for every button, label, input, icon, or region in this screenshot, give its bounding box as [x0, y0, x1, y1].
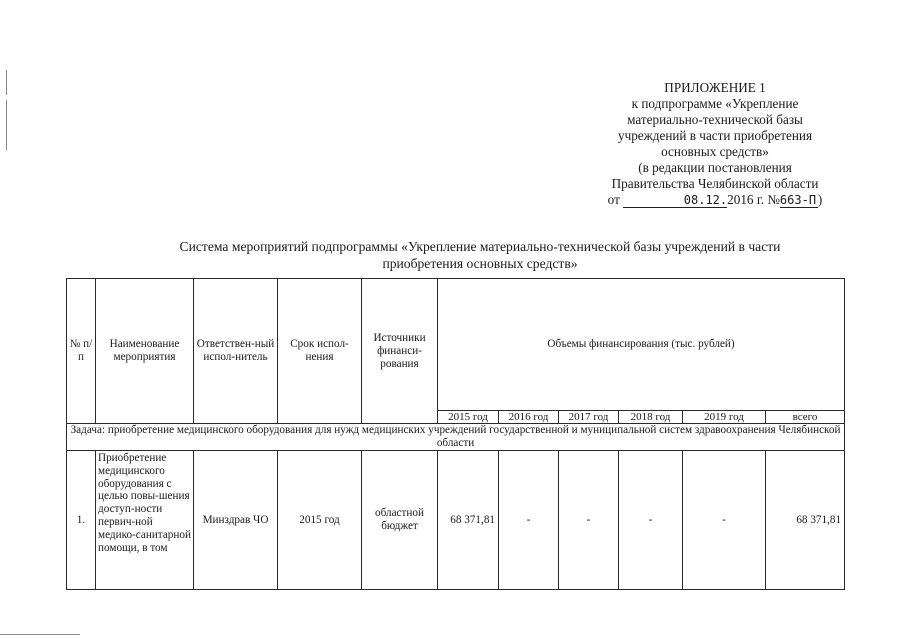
date-prefix: от: [607, 192, 620, 207]
row-num: 1.: [67, 451, 96, 590]
row-total: 68 371,81: [766, 451, 845, 590]
year-2015: 2015 год: [438, 411, 499, 424]
document-title: [100, 238, 860, 272]
row-term: 2015 год: [278, 451, 362, 590]
appendix-line: к подпрограмме «Укрепление: [631, 96, 799, 111]
measures-table: [66, 278, 845, 590]
year-2018: 2018 год: [619, 411, 683, 424]
year-2017: 2017 год: [559, 411, 619, 424]
row-2018: -: [619, 451, 683, 590]
scan-bottom-line: [0, 634, 80, 635]
appendix-block: [580, 80, 850, 208]
scan-margin-line: [6, 70, 7, 95]
row-2015: 68 371,81: [438, 451, 499, 590]
decree-number: 663-П: [779, 193, 817, 207]
header-term: Срок испол-нения: [278, 279, 362, 424]
task-cell: Задача: приобретение медицинского оборудования для нужд медицинских учреждений государственной и муниципальной систем здравоохранения Челябинской области: [67, 424, 845, 451]
row-2016: -: [499, 451, 559, 590]
appendix-date-line: [580, 192, 850, 208]
row-name: Приобретение медицинского оборудования с целью повы-шения доступ-ности первич-ной медико-санитарной помощи, в том: [96, 451, 194, 590]
appendix-line: учреждений в части приобретения: [617, 128, 813, 143]
appendix-line: материально-технической базы: [627, 112, 803, 127]
table-row: [67, 451, 845, 590]
table-header-row: [67, 279, 845, 411]
header-name: Наименование мероприятия: [96, 279, 194, 424]
header-num: № п/п: [67, 279, 96, 424]
appendix-line: (в редакции постановления: [638, 160, 792, 175]
row-2019: -: [683, 451, 766, 590]
appendix-line: основных средств»: [661, 144, 769, 159]
year-2019: 2019 год: [683, 411, 766, 424]
year-2016: 2016 год: [499, 411, 559, 424]
date-suffix: 2016 г. №: [727, 192, 780, 207]
appendix-line: Правительства Челябинской области: [611, 176, 819, 191]
document-title-line: приобретения основных средств»: [382, 256, 578, 271]
header-responsible: Ответствен-ный испол-нитель: [194, 279, 278, 424]
header-source: Источники финанси-рования: [362, 279, 438, 424]
row-2017: -: [559, 451, 619, 590]
row-source: областной бюджет: [362, 451, 438, 590]
appendix-title: ПРИЛОЖЕНИЕ 1: [664, 80, 766, 95]
date-filled: 08.12.: [623, 194, 727, 208]
scan-margin-line: [6, 100, 7, 150]
year-total: всего: [766, 411, 845, 424]
task-row: [67, 424, 845, 451]
document-title-line: Система мероприятий подпрограммы «Укрепление материально-технической базы учреждений в части: [179, 239, 781, 254]
header-funding: Объемы финансирования (тыс. рублей): [438, 279, 845, 411]
row-responsible: Минздрав ЧО: [194, 451, 278, 590]
closing-bracket: ): [817, 192, 823, 207]
